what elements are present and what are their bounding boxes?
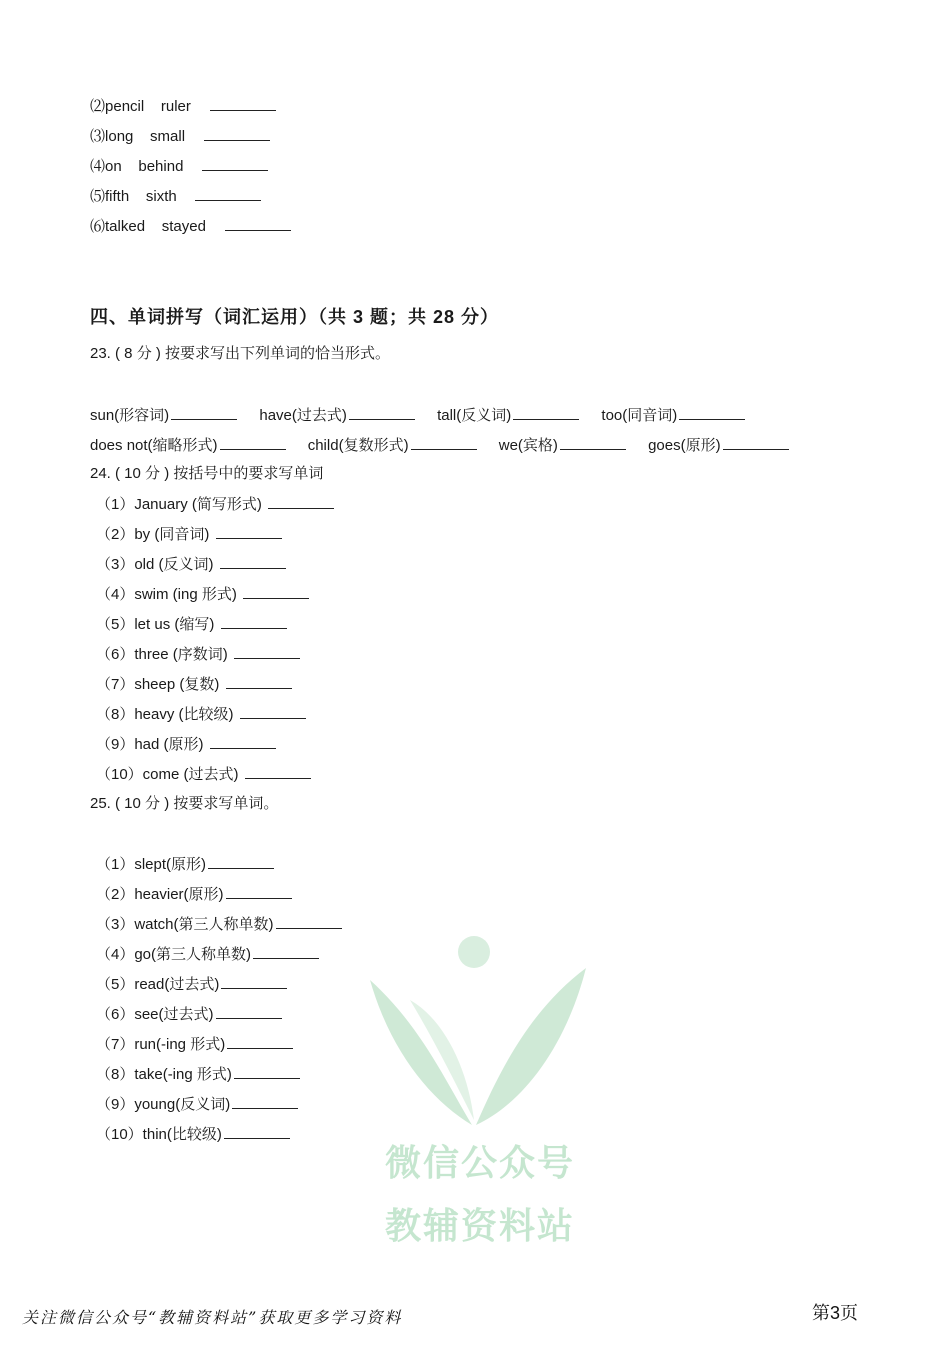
pair-item-4: ⑷on behind: [90, 156, 268, 177]
q23-item: we(宾格): [499, 434, 626, 455]
q23-item: have(过去式): [259, 404, 415, 425]
question-25-header: 25. ( 10 分 ) 按要求写单词。: [90, 795, 279, 812]
q25-item: （10）thin(比较级): [96, 1124, 290, 1145]
q25-item: （3）watch(第三人称单数): [96, 914, 342, 935]
q24-item: （10）come (过去式): [96, 764, 311, 785]
q24-item: （8）heavy (比较级): [96, 704, 306, 725]
answer-blank[interactable]: [268, 494, 334, 509]
watermark: [350, 930, 610, 1260]
pair-item-6: ⑹talked stayed: [90, 216, 291, 237]
q25-item: （4）go(第三人称单数): [96, 944, 319, 965]
answer-blank[interactable]: [224, 1124, 290, 1139]
answer-blank[interactable]: [560, 435, 626, 450]
pair-item-3: ⑶long small: [90, 126, 270, 147]
q23-item: too(同音词): [601, 404, 745, 425]
answer-blank[interactable]: [349, 405, 415, 420]
answer-blank[interactable]: [245, 764, 311, 779]
answer-blank[interactable]: [226, 674, 292, 689]
answer-blank[interactable]: [276, 914, 342, 929]
q24-item: （2）by (同音词): [96, 524, 282, 545]
answer-blank[interactable]: [202, 156, 268, 171]
question-23-header: 23. ( 8 分 ) 按要求写出下列单词的恰当形式。: [90, 345, 391, 362]
answer-blank[interactable]: [216, 524, 282, 539]
q23-item: sun(形容词): [90, 404, 237, 425]
answer-blank[interactable]: [513, 405, 579, 420]
pair-item-5: ⑸fifth sixth: [90, 186, 261, 207]
answer-blank[interactable]: [225, 216, 291, 231]
footer-promo: 关注微信公众号“教辅资料站”获取更多学习资料: [22, 1308, 403, 1327]
answer-blank[interactable]: [226, 884, 292, 899]
answer-blank[interactable]: [221, 974, 287, 989]
answer-blank[interactable]: [234, 644, 300, 659]
q23-item: goes(原形): [648, 434, 789, 455]
q25-item: （7）run(-ing 形式): [96, 1034, 293, 1055]
answer-blank[interactable]: [243, 584, 309, 599]
q24-item: （4）swim (ing 形式): [96, 584, 309, 605]
section-title: 四、单词拼写（词汇运用）（共 3 题；共 28 分）: [90, 307, 500, 327]
q23-item: child(复数形式): [308, 434, 477, 455]
answer-blank[interactable]: [216, 1004, 282, 1019]
q23-item: does not(缩略形式): [90, 434, 286, 455]
answer-blank[interactable]: [411, 435, 477, 450]
q23-item: tall(反义词): [437, 404, 579, 425]
q24-item: （6）three (序数词): [96, 644, 300, 665]
q24-item: （3）old (反义词): [96, 554, 286, 575]
q25-item: （2）heavier(原形): [96, 884, 292, 905]
question-23-row-1: [90, 404, 745, 425]
question-23-row-2: [90, 434, 789, 455]
q25-item: （1）slept(原形): [96, 854, 274, 875]
q25-item: （6）see(过去式): [96, 1004, 282, 1025]
q24-item: （1）January (简写形式): [96, 494, 334, 515]
answer-blank[interactable]: [208, 854, 274, 869]
answer-blank[interactable]: [171, 405, 237, 420]
answer-blank[interactable]: [220, 435, 286, 450]
question-24-header: 24. ( 10 分 ) 按括号中的要求写单词: [90, 465, 324, 482]
answer-blank[interactable]: [234, 1064, 300, 1079]
answer-blank[interactable]: [232, 1094, 298, 1109]
answer-blank[interactable]: [240, 704, 306, 719]
watermark-line-1: 微信公众号: [384, 1142, 575, 1183]
answer-blank[interactable]: [210, 734, 276, 749]
q24-item: （5）let us (缩写): [96, 614, 287, 635]
answer-blank[interactable]: [221, 614, 287, 629]
q25-item: （9）young(反义词): [96, 1094, 298, 1115]
leaf-logo-icon: [350, 930, 610, 1130]
q25-item: （5）read(过去式): [96, 974, 287, 995]
answer-blank[interactable]: [204, 126, 270, 141]
answer-blank[interactable]: [679, 405, 745, 420]
watermark-line-2: 教辅资料站: [384, 1205, 575, 1246]
answer-blank[interactable]: [210, 96, 276, 111]
page-number: 第3页: [812, 1303, 859, 1323]
answer-blank[interactable]: [220, 554, 286, 569]
answer-blank[interactable]: [227, 1034, 293, 1049]
pair-item-2: ⑵pencil ruler: [90, 96, 276, 117]
q24-item: （7）sheep (复数): [96, 674, 292, 695]
q24-item: （9）had (原形): [96, 734, 276, 755]
answer-blank[interactable]: [195, 186, 261, 201]
answer-blank[interactable]: [723, 435, 789, 450]
q25-item: （8）take(-ing 形式): [96, 1064, 300, 1085]
answer-blank[interactable]: [253, 944, 319, 959]
